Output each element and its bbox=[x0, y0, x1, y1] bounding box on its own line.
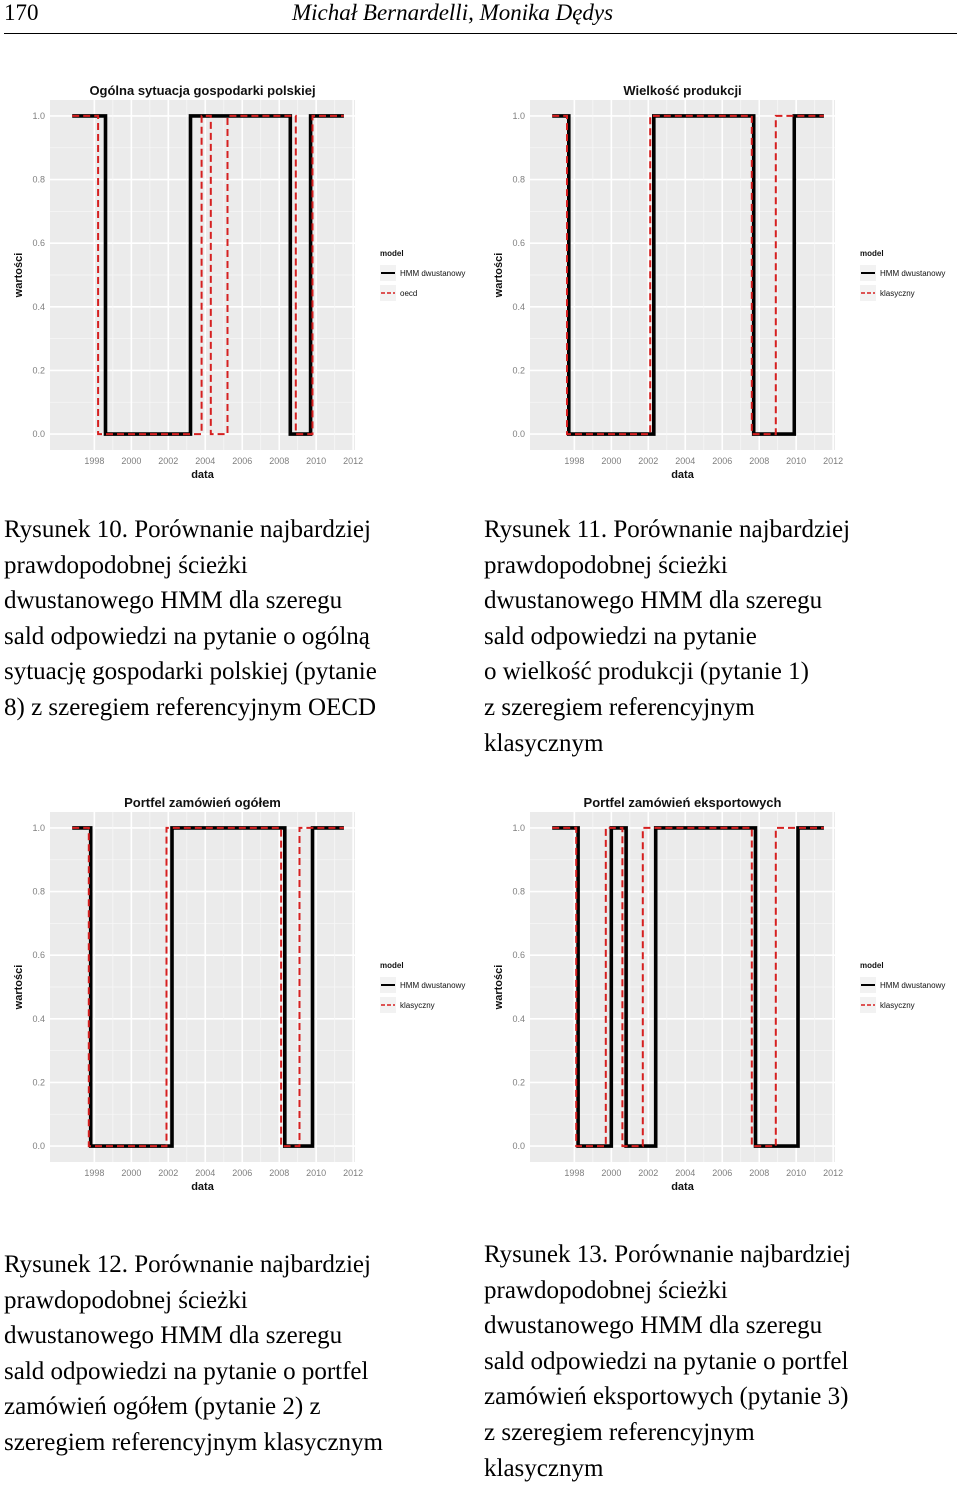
x-tick-label: 2008 bbox=[749, 1168, 770, 1178]
x-tick-label: 2006 bbox=[232, 456, 253, 466]
chart-svg bbox=[490, 790, 950, 1205]
x-tick-label: 2012 bbox=[343, 1168, 364, 1178]
y-axis-label: wartości bbox=[13, 252, 25, 298]
x-tick-label: 1998 bbox=[84, 1168, 105, 1178]
y-tick-label: 1.0 bbox=[32, 822, 45, 833]
chart-title: Ogólna sytuacja gospodarki polskiej bbox=[89, 83, 316, 98]
y-tick-label: 0.8 bbox=[32, 886, 45, 897]
chart-title: Wielkość produkcji bbox=[623, 83, 742, 98]
figure-11-caption bbox=[484, 512, 850, 761]
legend-entry-label: klasyczny bbox=[400, 1001, 435, 1010]
x-tick-label: 2004 bbox=[675, 456, 696, 466]
caption-line: dwustanowego HMM dla szeregu bbox=[4, 1322, 343, 1350]
x-tick-label: 2004 bbox=[675, 1168, 696, 1178]
figure-10-chart bbox=[10, 78, 470, 493]
x-tick-label: 2006 bbox=[712, 456, 733, 466]
y-tick-label: 0.0 bbox=[512, 1141, 525, 1152]
legend-entry-label: HMM dwustanowy bbox=[400, 269, 466, 278]
y-tick-label: 0.8 bbox=[32, 174, 45, 185]
y-tick-label: 0.6 bbox=[32, 238, 45, 249]
x-tick-label: 2012 bbox=[823, 1168, 844, 1178]
y-axis-label: wartości bbox=[493, 252, 505, 298]
x-tick-label: 2002 bbox=[158, 1168, 179, 1178]
y-tick-label: 0.0 bbox=[32, 429, 45, 440]
legend-entry-label: HMM dwustanowy bbox=[880, 269, 946, 278]
figure-13-chart bbox=[490, 790, 950, 1205]
chart-svg bbox=[490, 78, 950, 493]
x-tick-label: 2002 bbox=[638, 456, 659, 466]
caption-line: sald odpowiedzi na pytanie o portfel bbox=[484, 1347, 849, 1375]
caption-line: o wielkość produkcji (pytanie 1) bbox=[484, 658, 809, 686]
chart-title: Portfel zamówień ogółem bbox=[124, 795, 281, 810]
x-tick-label: 2000 bbox=[121, 1168, 142, 1178]
caption-line: klasycznym bbox=[484, 729, 604, 757]
legend-title: model bbox=[860, 249, 884, 258]
x-tick-label: 2006 bbox=[232, 1168, 253, 1178]
x-tick-label: 2004 bbox=[195, 1168, 216, 1178]
y-tick-label: 0.6 bbox=[512, 238, 525, 249]
x-tick-label: 2010 bbox=[306, 1168, 327, 1178]
y-axis-label: wartości bbox=[13, 964, 25, 1010]
y-tick-label: 1.0 bbox=[512, 822, 525, 833]
caption-line: Rysunek 11. Porównanie najbardziej bbox=[484, 516, 851, 543]
chart-svg bbox=[10, 790, 470, 1205]
caption-line: z szeregiem referencyjnym bbox=[484, 1418, 755, 1446]
x-axis-label: data bbox=[191, 1181, 214, 1193]
x-tick-label: 2006 bbox=[712, 1168, 733, 1178]
caption-line: prawdopodobnej ścieżki bbox=[484, 1276, 728, 1304]
chart-title: Portfel zamówień eksportowych bbox=[583, 795, 782, 810]
caption-line: klasycznym bbox=[484, 1454, 604, 1482]
figure-10-caption bbox=[4, 512, 377, 726]
x-tick-label: 1998 bbox=[564, 1168, 585, 1178]
x-tick-label: 2004 bbox=[195, 456, 216, 466]
y-tick-label: 1.0 bbox=[512, 110, 525, 121]
x-tick-label: 2008 bbox=[749, 456, 770, 466]
x-tick-label: 2010 bbox=[786, 456, 807, 466]
x-tick-label: 2000 bbox=[601, 1168, 622, 1178]
x-tick-label: 2012 bbox=[823, 456, 844, 466]
caption-line: zamówień eksportowych (pytanie 3) bbox=[484, 1383, 849, 1411]
caption-line: Rysunek 10. Porównanie najbardziej bbox=[4, 516, 371, 543]
y-tick-label: 0.4 bbox=[32, 301, 45, 312]
y-tick-label: 0.4 bbox=[512, 1013, 525, 1024]
caption-line: zamówień ogółem (pytanie 2) z bbox=[4, 1393, 321, 1421]
caption-line: prawdopodobnej ścieżki bbox=[4, 1286, 248, 1314]
x-tick-label: 1998 bbox=[564, 456, 585, 466]
caption-line: sytuację gospodarki polskiej (pytanie bbox=[4, 658, 377, 686]
x-tick-label: 2002 bbox=[638, 1168, 659, 1178]
y-tick-label: 0.2 bbox=[512, 365, 525, 376]
figure-12-chart bbox=[10, 790, 470, 1205]
y-tick-label: 0.6 bbox=[32, 950, 45, 961]
y-tick-label: 0.0 bbox=[32, 1141, 45, 1152]
y-tick-label: 0.8 bbox=[512, 174, 525, 185]
legend-entry-label: klasyczny bbox=[880, 1001, 915, 1010]
figure-12-caption bbox=[4, 1247, 383, 1461]
x-tick-label: 2002 bbox=[158, 456, 179, 466]
figure-11-chart bbox=[490, 78, 950, 493]
caption-line: z szeregiem referencyjnym bbox=[484, 693, 755, 721]
x-axis-label: data bbox=[671, 1181, 694, 1193]
y-tick-label: 0.6 bbox=[512, 950, 525, 961]
caption-line: sald odpowiedzi na pytanie o portfel bbox=[4, 1357, 369, 1385]
header-rule bbox=[4, 33, 957, 34]
y-tick-label: 0.0 bbox=[512, 429, 525, 440]
legend-entry-label: HMM dwustanowy bbox=[400, 981, 466, 990]
x-tick-label: 2010 bbox=[786, 1168, 807, 1178]
caption-line: dwustanowego HMM dla szeregu bbox=[484, 587, 823, 615]
y-axis-label: wartości bbox=[493, 964, 505, 1010]
y-tick-label: 0.2 bbox=[32, 1077, 45, 1088]
caption-line: szeregiem referencyjnym klasycznym bbox=[4, 1428, 383, 1456]
y-tick-label: 1.0 bbox=[32, 110, 45, 121]
x-tick-label: 2000 bbox=[601, 456, 622, 466]
caption-line: Rysunek 12. Porównanie najbardziej bbox=[4, 1251, 371, 1278]
y-tick-label: 0.2 bbox=[512, 1077, 525, 1088]
y-tick-label: 0.4 bbox=[32, 1013, 45, 1024]
caption-line: 8) z szeregiem referencyjnym OECD bbox=[4, 693, 377, 721]
y-tick-label: 0.4 bbox=[512, 301, 525, 312]
x-tick-label: 2012 bbox=[343, 456, 364, 466]
legend-entry-label: klasyczny bbox=[880, 289, 915, 298]
caption-line: prawdopodobnej ścieżki bbox=[484, 551, 728, 579]
figure-13-caption bbox=[484, 1237, 851, 1486]
page-number: 170 bbox=[4, 0, 39, 25]
legend-title: model bbox=[380, 249, 404, 258]
legend-entry-label: oecd bbox=[400, 289, 418, 298]
legend-entry-label: HMM dwustanowy bbox=[880, 981, 946, 990]
caption-line: sald odpowiedzi na pytanie bbox=[484, 622, 757, 650]
caption-line: dwustanowego HMM dla szeregu bbox=[484, 1312, 823, 1340]
chart-svg bbox=[10, 78, 470, 493]
y-tick-label: 0.2 bbox=[32, 365, 45, 376]
legend-title: model bbox=[380, 961, 404, 970]
caption-line: sald odpowiedzi na pytanie o ogólną bbox=[4, 622, 370, 650]
legend-title: model bbox=[860, 961, 884, 970]
caption-line: Rysunek 13. Porównanie najbardziej bbox=[484, 1241, 851, 1268]
y-tick-label: 0.8 bbox=[512, 886, 525, 897]
x-tick-label: 2000 bbox=[121, 456, 142, 466]
x-tick-label: 2008 bbox=[269, 456, 290, 466]
x-tick-label: 1998 bbox=[84, 456, 105, 466]
x-axis-label: data bbox=[191, 469, 214, 481]
caption-line: prawdopodobnej ścieżki bbox=[4, 551, 248, 579]
x-tick-label: 2010 bbox=[306, 456, 327, 466]
x-tick-label: 2008 bbox=[269, 1168, 290, 1178]
caption-line: dwustanowego HMM dla szeregu bbox=[4, 587, 343, 615]
x-axis-label: data bbox=[671, 469, 694, 481]
page-authors: Michał Bernardelli, Monika Dędys bbox=[292, 0, 614, 25]
